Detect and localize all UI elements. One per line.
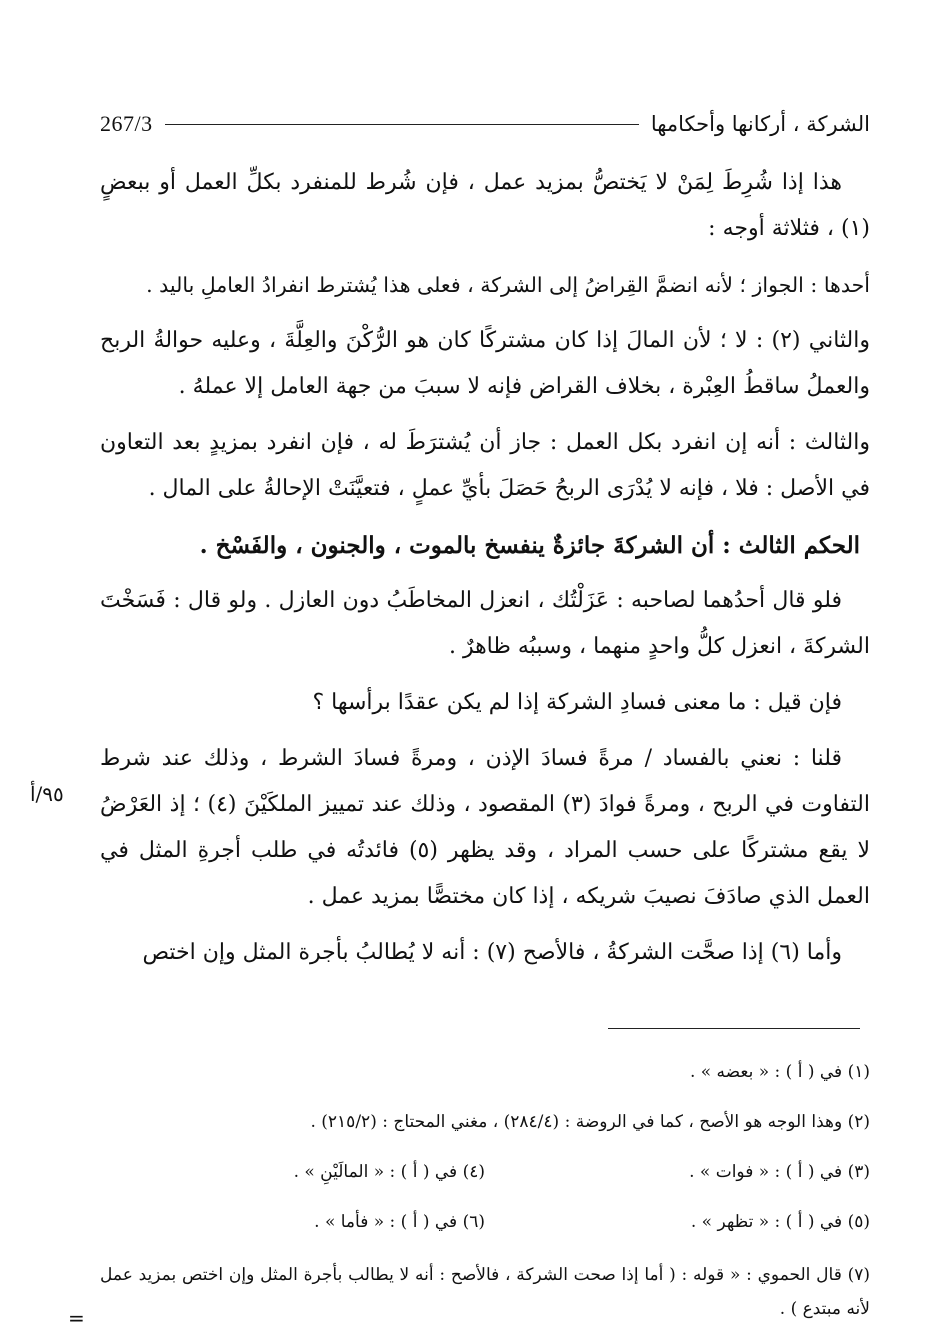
running-title: الشركة ، أركانها وأحكامها [650, 112, 870, 136]
footnote-rule [608, 1028, 860, 1029]
footnote-7: (٧) قال الحموي : « قوله : ( أما إذا صحت الشركة ، فالأصح : أنه لا يطالب بأجرة المثل وإن اختص بمزيد عمل لأنه مبتدع ) . [100, 1265, 870, 1319]
paragraph-7: قلنا : نعني بالفساد / مرةً فسادَ الإذن ، ومرةً فسادَ الشرط ، وذلك عند شرط التفاوت في الربح ، ومرةً فوادَ (٣) المقصود ، وذلك عند تمييز الملكَيْنَ (٤) ؛ إذ العَرْضُ لا يقع مشتركًا على حسب المراد ، وقد يظهر (٥) فائدتُه في طلب أجرةِ المثل في العمل الذي صادَفَ نصيبَ شريكه ، إذا كان مختصًّا بمزيد عمل . [100, 746, 870, 909]
footnote-4: (٤) في ( أ ) : « المالَيْنِ » . [293, 1162, 485, 1182]
running-header [100, 108, 870, 140]
paragraph-6: فإن قيل : ما معنى فسادِ الشركة إذا لم يكن عقدًا برأسها ؟ [312, 690, 842, 715]
footnote-3: (٣) في ( أ ) : « فوات » . [689, 1162, 870, 1182]
footnote-2: (٢) وهذا الوجه هو الأصح ، كما في الروضة : (٢٨٤/٤) ، مغني المحتاج : (٢١٥/٢) . [310, 1112, 870, 1132]
section-heading: الحكم الثالث : أن الشركةَ جائزةٌ ينفسخ بالموت ، والجنون ، والفَسْخ . [199, 532, 860, 559]
folio-margin-note: ٩٥/أ [30, 782, 64, 806]
paragraph-2: أحدها : الجواز ؛ لأنه انضمَّ القِراضُ إلى الشركة ، فعلى هذا يُشترط انفرادُ العاملِ باليد . [146, 273, 870, 297]
paragraph-5: فلو قال أحدُهما لصاحبه : عَزَلْتُك ، انعزل المخاطَبُ دون العازل . ولو قال : فَسَخْتَ الشركةَ ، انعزل كلُّ واحدٍ منهما ، وسببُه ظاهرٌ . [100, 588, 870, 659]
paragraph-3: والثاني (٢) : لا ؛ لأن المالَ إذا كان مشتركًا كان هو الرُّكْنَ والعِلَّةَ ، وعليه حوالةُ الربح والعملُ ساقطُ العِبْرة ، بخلاف القراض فإنه لا سببَ من جهة العامل إلا عملهُ . [100, 328, 870, 399]
footnote-1: (١) في ( أ ) : « بعضه » . [689, 1062, 870, 1082]
footnote-row-3-4 [100, 1158, 870, 1186]
continuation-mark: = [68, 1306, 85, 1330]
paragraph-8: وأما (٦) إذا صحَّت الشركةُ ، فالأصح (٧) : أنه لا يُطالبُ بأجرة المثل وإن اختص [142, 940, 842, 965]
paragraph-1: هذا إذا شُرِطَ لِمَنْ لا يَختصُّ بمزيد عمل ، فإن شُرط للمنفرد بكلِّ العمل أو ببعضٍ (١) ، فثلاثة أوجه : [100, 170, 870, 241]
main-text [100, 160, 870, 986]
footnotes [100, 1058, 870, 1326]
footnote-6: (٦) في ( أ ) : « فأما » . [314, 1212, 485, 1232]
paragraph-4: والثالث : أنه إن انفرد بكل العمل : جاز أن يُشترَطَ له ، فإن انفرد بمزيدٍ بعد التعاون في الأصل : فلا ، فإنه لا يُدْرَى الربحُ حَصَلَ بأيِّ عملٍ ، فتعيَّنَتْ الإحالةُ على المال . [100, 430, 870, 501]
footnote-5: (٥) في ( أ ) : « تظهر » . [690, 1212, 870, 1232]
header-rule [165, 124, 639, 125]
footnote-row-5-6 [100, 1208, 870, 1236]
page-number: 267/3 [100, 111, 153, 136]
